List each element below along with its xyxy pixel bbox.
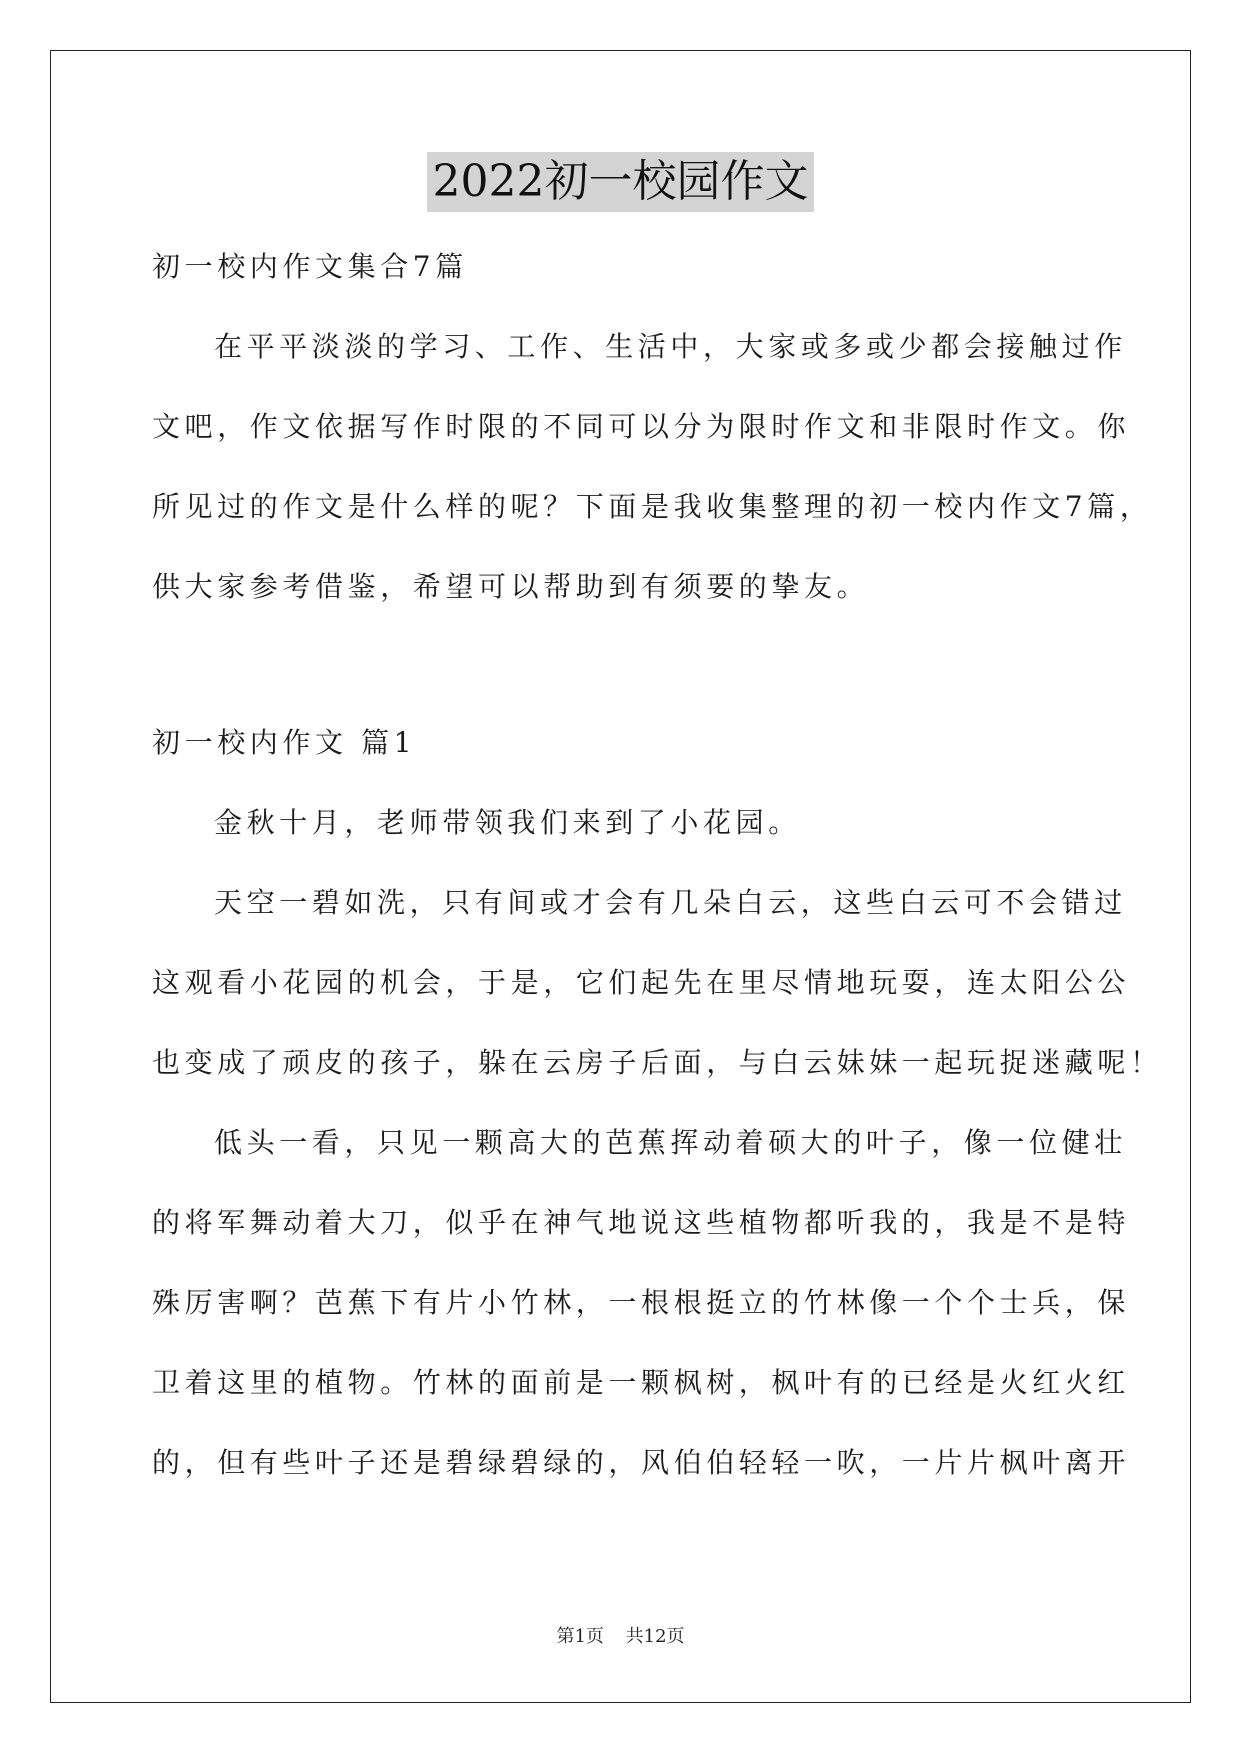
section-heading: 初一校内作文 篇1 bbox=[152, 726, 417, 759]
page-total: 共12页 bbox=[625, 1626, 685, 1647]
paragraph-line: 也变成了顽皮的孩子，躲在云房子后面，与白云妹妹一起玩捉迷藏呢！ bbox=[152, 1046, 1163, 1079]
document-body bbox=[152, 227, 1163, 1503]
paragraph-line: 低头一看，只见一颗高大的芭蕉挥动着硕大的叶子，像一位健壮 bbox=[214, 1126, 1127, 1159]
spacer bbox=[152, 627, 1092, 703]
paragraph-line: 的，但有些叶子还是碧绿碧绿的，风伯伯轻轻一吹，一片片枫叶离开 bbox=[152, 1446, 1131, 1479]
paragraph-line: 卫着这里的植物。竹林的面前是一颗枫树，枫叶有的已经是火红火红 bbox=[152, 1366, 1131, 1399]
intro-line: 供大家参考借鉴，希望可以帮助到有须要的挚友。 bbox=[152, 570, 870, 603]
paragraph-line: 天空一碧如洗，只有间或才会有几朵白云，这些白云可不会错过 bbox=[214, 886, 1127, 919]
intro-line: 在平平淡淡的学习、工作、生活中，大家或多或少都会接触过作 bbox=[214, 330, 1127, 363]
document-title: 2022初一校园作文 bbox=[427, 152, 815, 212]
paragraph-line: 这观看小花园的机会，于是，它们起先在里尽情地玩耍，连太阳公公 bbox=[152, 966, 1131, 999]
subtitle: 初一校内作文集合7篇 bbox=[152, 250, 468, 283]
title-area bbox=[0, 152, 1241, 212]
paragraph-line: 的将军舞动着大刀，似乎在神气地说这些植物都听我的，我是不是特 bbox=[152, 1206, 1131, 1239]
intro-line: 所见过的作文是什么样的呢？下面是我收集整理的初一校内作文7篇， bbox=[152, 490, 1153, 523]
paragraph-line: 殊厉害啊？芭蕉下有片小竹林，一根根挺立的竹林像一个个士兵，保 bbox=[152, 1286, 1131, 1319]
intro-line: 文吧，作文依据写作时限的不同可以分为限时作文和非限时作文。你 bbox=[152, 410, 1131, 443]
page-footer bbox=[0, 1622, 1241, 1648]
paragraph-line: 金秋十月，老师带领我们来到了小花园。 bbox=[214, 806, 801, 839]
page-number: 第1页 bbox=[556, 1626, 604, 1647]
